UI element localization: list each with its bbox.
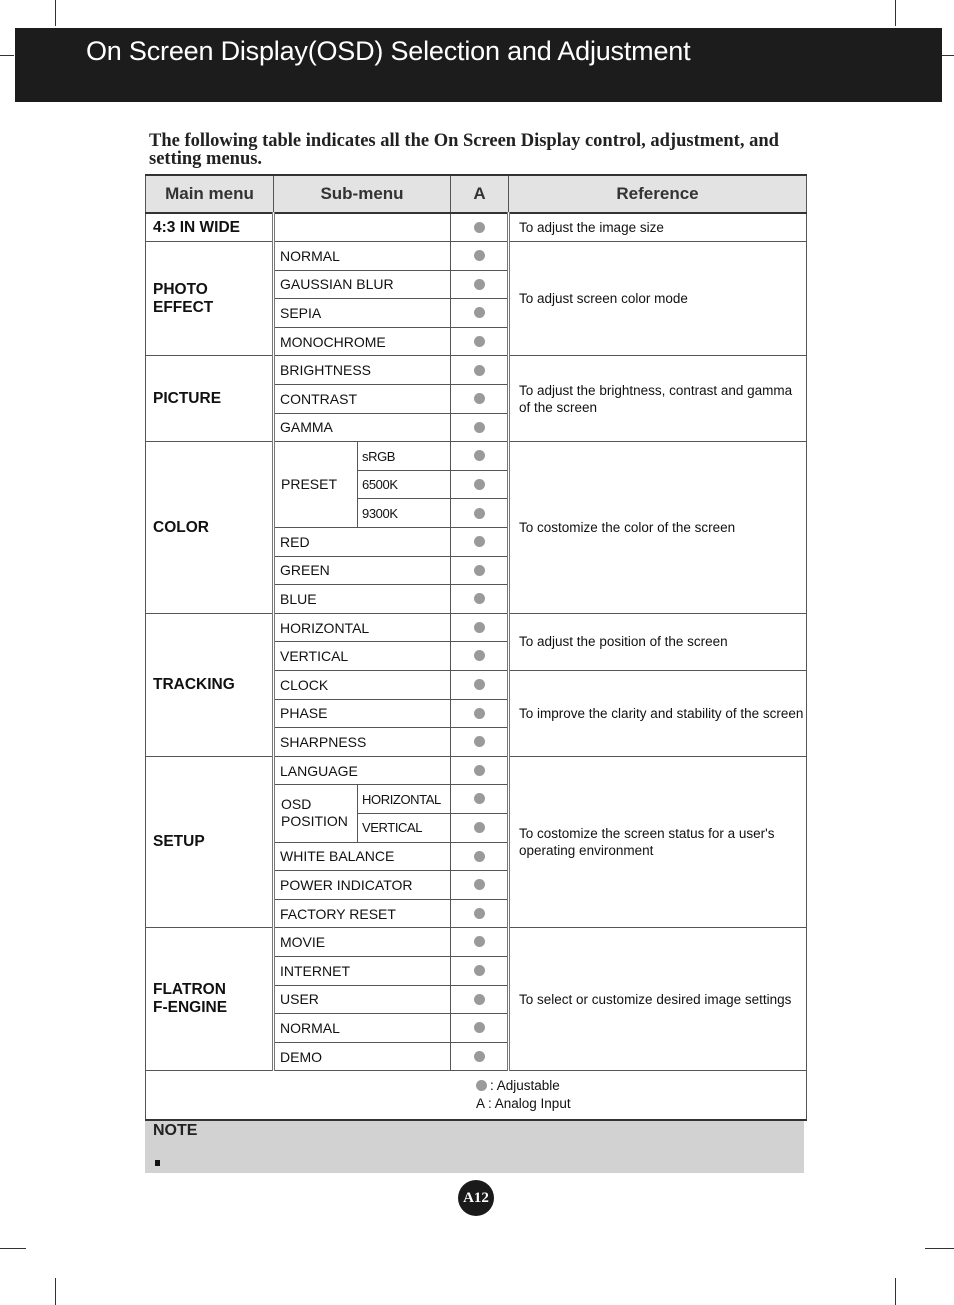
- crop-mark: [895, 1278, 896, 1305]
- osd-table: [145, 174, 807, 1121]
- adjustable-dot-icon: [474, 1022, 485, 1033]
- sub-menu-item: 6500K: [358, 470, 451, 499]
- main-menu-flatron: [146, 928, 274, 1071]
- sub-menu-item: HORIZONTAL: [274, 613, 451, 642]
- adjustable-dot-cell: [451, 442, 509, 471]
- header-sub-menu: Sub-menu: [274, 175, 451, 213]
- adjustable-dot-icon: [474, 622, 485, 633]
- sub-menu-preset: PRESET: [274, 442, 358, 528]
- adjustable-dot-icon: [474, 479, 485, 490]
- main-menu-label: FLATRON: [153, 981, 226, 999]
- main-menu-label: PHOTO: [153, 280, 208, 298]
- adjustable-dot-cell: [451, 470, 509, 499]
- sub-menu-item: SEPIA: [274, 299, 451, 328]
- sub-menu-osd-position: [274, 785, 358, 842]
- adjustable-dot-icon: [474, 508, 485, 519]
- sub-menu-item: PHASE: [274, 699, 451, 728]
- adjustable-dot-cell: [451, 785, 509, 814]
- adjustable-dot-cell: [451, 1042, 509, 1071]
- sub-menu-item: BRIGHTNESS: [274, 356, 451, 385]
- adjustable-dot-cell: [451, 642, 509, 671]
- header-main-menu: Main menu: [146, 175, 274, 213]
- sub-menu-item: SHARPNESS: [274, 728, 451, 757]
- adjustable-dot-icon: [474, 393, 485, 404]
- sub-menu-empty: [274, 213, 451, 242]
- crop-mark: [925, 1248, 954, 1249]
- sub-menu-item: NORMAL: [274, 242, 451, 271]
- adjustable-dot-icon: [474, 765, 485, 776]
- sub-menu-item: 9300K: [358, 499, 451, 528]
- adjustable-dot-cell: [451, 242, 509, 271]
- legend-row: [146, 1071, 807, 1121]
- legend: [476, 1077, 806, 1113]
- sub-menu-item: sRGB: [358, 442, 451, 471]
- sub-menu-item: POWER INDICATOR: [274, 871, 451, 900]
- adjustable-dot-cell: [451, 928, 509, 957]
- sub-menu-item: VERTICAL: [274, 642, 451, 671]
- reference-photo-effect: To adjust screen color mode: [509, 242, 807, 356]
- main-menu-picture: PICTURE: [146, 356, 274, 442]
- adjustable-dot-icon: [474, 536, 485, 547]
- adjustable-dot-cell: [451, 528, 509, 557]
- header-analog: A: [451, 175, 509, 213]
- sub-menu-label: OSD: [281, 796, 312, 813]
- sub-menu-item: LANGUAGE: [274, 756, 451, 785]
- crop-mark: [0, 55, 14, 56]
- main-menu-tracking: TRACKING: [146, 613, 274, 756]
- sub-menu-item: MOVIE: [274, 928, 451, 957]
- adjustable-dot-icon: [474, 365, 485, 376]
- crop-mark: [942, 55, 954, 56]
- crop-mark: [0, 1248, 26, 1249]
- adjustable-dot-icon: [474, 793, 485, 804]
- table-row: [146, 756, 807, 785]
- legend-adjustable-text: : Adjustable: [490, 1078, 560, 1094]
- adjustable-dot-cell: [451, 327, 509, 356]
- adjustable-dot-icon: [474, 307, 485, 318]
- table-header-row: [146, 175, 807, 213]
- adjustable-dot-cell: [451, 413, 509, 442]
- reference-color: To costomize the color of the screen: [509, 442, 807, 614]
- table-row: [146, 242, 807, 271]
- sub-menu-item: DEMO: [274, 1042, 451, 1071]
- sub-menu-item: RED: [274, 528, 451, 557]
- reference-picture: To adjust the brightness, contrast and gamma of the screen: [509, 356, 807, 442]
- reference-tracking-position: To adjust the position of the screen: [509, 613, 807, 670]
- adjustable-dot-cell: [451, 756, 509, 785]
- bullet-icon: [155, 1160, 160, 1166]
- adjustable-dot-icon: [474, 994, 485, 1005]
- sub-menu-label: POSITION: [281, 813, 348, 830]
- note-box: [145, 1121, 804, 1173]
- adjustable-dot-icon: [474, 936, 485, 947]
- sub-menu-item: MONOCHROME: [274, 327, 451, 356]
- adjustable-dot-icon: [474, 822, 485, 833]
- page-number-badge: A12: [458, 1180, 494, 1216]
- sub-menu-item: GREEN: [274, 556, 451, 585]
- legend-cell: [146, 1071, 807, 1121]
- sub-menu-item: USER: [274, 985, 451, 1014]
- adjustable-dot-cell: [451, 899, 509, 928]
- adjustable-dot-icon: [474, 965, 485, 976]
- adjustable-dot-cell: [451, 356, 509, 385]
- adjustable-dot-cell: [451, 871, 509, 900]
- crop-mark: [55, 0, 56, 26]
- adjustable-dot-cell: [451, 299, 509, 328]
- adjustable-dot-icon: [474, 222, 485, 233]
- adjustable-dot-icon: [474, 593, 485, 604]
- adjustable-dot-cell: [451, 985, 509, 1014]
- sub-menu-item: FACTORY RESET: [274, 899, 451, 928]
- reference-wide: To adjust the image size: [509, 213, 807, 242]
- sub-menu-item: VERTICAL: [358, 813, 451, 842]
- sub-menu-item: GAUSSIAN BLUR: [274, 270, 451, 299]
- adjustable-dot-icon: [474, 879, 485, 890]
- adjustable-dot-cell: [451, 728, 509, 757]
- adjustable-dot-icon: [474, 851, 485, 862]
- adjustable-dot-icon: [474, 565, 485, 576]
- main-menu-label: EFFECT: [153, 298, 214, 316]
- legend-adjustable: [476, 1077, 806, 1095]
- note-title: NOTE: [153, 1122, 198, 1139]
- main-menu-wide: 4:3 IN WIDE: [146, 213, 274, 242]
- sub-menu-item: NORMAL: [274, 1014, 451, 1043]
- sub-menu-item: CLOCK: [274, 671, 451, 700]
- page-title: On Screen Display(OSD) Selection and Adjustment: [86, 36, 691, 66]
- adjustable-dot-icon: [474, 679, 485, 690]
- adjustable-dot-cell: [451, 671, 509, 700]
- adjustable-dot-icon: [474, 279, 485, 290]
- adjustable-dot-cell: [451, 270, 509, 299]
- table-row: [146, 442, 807, 471]
- main-menu-photo-effect: [146, 242, 274, 356]
- table-row: [146, 928, 807, 957]
- table-row: [146, 356, 807, 385]
- adjustable-dot-icon: [474, 908, 485, 919]
- reference-flatron: To select or customize desired image settings: [509, 928, 807, 1071]
- adjustable-dot-icon: [474, 736, 485, 747]
- sub-menu-item: INTERNET: [274, 956, 451, 985]
- adjustable-dot-icon: [474, 450, 485, 461]
- sub-menu-item: WHITE BALANCE: [274, 842, 451, 871]
- sub-menu-item: BLUE: [274, 585, 451, 614]
- reference-setup: To costomize the screen status for a user's operating environment: [509, 756, 807, 928]
- adjustable-dot-cell: [451, 813, 509, 842]
- adjustable-dot-cell: [451, 1014, 509, 1043]
- main-menu-label: F-ENGINE: [153, 999, 228, 1017]
- header-reference: Reference: [509, 175, 807, 213]
- adjustable-dot-icon: [474, 708, 485, 719]
- crop-mark: [895, 0, 896, 26]
- crop-mark: [55, 1278, 56, 1305]
- adjustable-dot-icon: [474, 336, 485, 347]
- sub-menu-item: HORIZONTAL: [358, 785, 451, 814]
- adjustable-dot-cell: [451, 699, 509, 728]
- adjustable-dot-cell: [451, 585, 509, 614]
- reference-tracking-clarity: To improve the clarity and stability of the screen: [509, 671, 807, 757]
- table-row: [146, 213, 807, 242]
- adjustable-dot-icon: [474, 250, 485, 261]
- adjustable-dot-cell: [451, 385, 509, 414]
- main-menu-color: COLOR: [146, 442, 274, 614]
- adjustable-dot-cell: [451, 556, 509, 585]
- adjustable-dot-icon: [476, 1080, 487, 1091]
- adjustable-dot-icon: [474, 650, 485, 661]
- intro-text: The following table indicates all the On Screen Display control, adjustment, and setting menus.: [149, 131, 779, 169]
- sub-menu-item: CONTRAST: [274, 385, 451, 414]
- table-row: [146, 613, 807, 642]
- main-menu-setup: SETUP: [146, 756, 274, 928]
- adjustable-dot-cell: [451, 499, 509, 528]
- sub-menu-item: GAMMA: [274, 413, 451, 442]
- adjustable-dot-icon: [474, 1051, 485, 1062]
- legend-analog-text: A : Analog Input: [476, 1096, 571, 1112]
- adjustable-dot-icon: [474, 422, 485, 433]
- adjustable-dot-cell: [451, 213, 509, 242]
- adjustable-dot-cell: [451, 613, 509, 642]
- adjustable-dot-cell: [451, 842, 509, 871]
- adjustable-dot-cell: [451, 956, 509, 985]
